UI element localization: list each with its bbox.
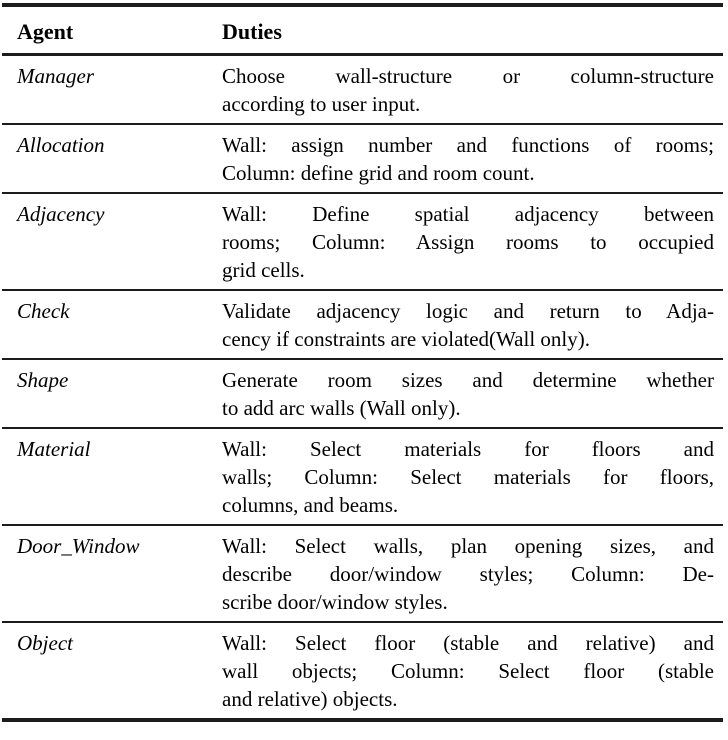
duty-line: Validate adjacency logic and return to Adja- — [222, 299, 714, 323]
agent-name: Material — [2, 428, 222, 525]
agent-name: Shape — [2, 359, 222, 428]
duty-description — [222, 525, 723, 622]
duty-line: Generate room sizes and determine whether — [222, 368, 714, 392]
table-row — [2, 55, 723, 125]
duty-line: Wall: assign number and functions of rooms; — [222, 133, 714, 157]
duty-description — [222, 193, 723, 290]
agent-name: Allocation — [2, 124, 222, 193]
duty-line: Wall: Select floor (stable and relative) and — [222, 631, 714, 655]
duty-description — [222, 290, 723, 359]
duty-line: walls; Column: Select materials for floors, — [222, 465, 714, 489]
table-row — [2, 525, 723, 622]
agent-name: Door_Window — [2, 525, 222, 622]
duty-line: scribe door/window styles. — [222, 590, 448, 614]
table-row — [2, 622, 723, 720]
table-row — [2, 193, 723, 290]
duty-line: rooms; Column: Assign rooms to occupied — [222, 230, 714, 254]
agent-name: Object — [2, 622, 222, 720]
table-row — [2, 290, 723, 359]
duty-description — [222, 359, 723, 428]
duty-description — [222, 55, 723, 125]
duty-line: cency if constraints are violated(Wall only). — [222, 327, 591, 351]
duty-line: describe door/window styles; Column: De- — [222, 562, 714, 586]
table-row — [2, 428, 723, 525]
duty-line: Column: define grid and room count. — [222, 161, 535, 185]
duty-line: Wall: Define spatial adjacency between — [222, 202, 714, 226]
duty-description — [222, 622, 723, 720]
agent-name: Manager — [2, 55, 222, 125]
duty-line: wall objects; Column: Select floor (stable — [222, 659, 714, 683]
duty-line: Choose wall-structure or column-structure — [222, 64, 714, 88]
duty-line: to add arc walls (Wall only). — [222, 396, 461, 420]
duty-line: grid cells. — [222, 258, 305, 282]
column-header-agent: Agent — [2, 5, 222, 55]
agent-duties-table — [2, 3, 723, 722]
duty-line: according to user input. — [222, 92, 421, 116]
duty-line: Wall: Select walls, plan opening sizes, and — [222, 534, 714, 558]
column-header-duties: Duties — [222, 5, 723, 55]
duty-line: Wall: Select materials for floors and — [222, 437, 714, 461]
table-row — [2, 359, 723, 428]
header-row — [2, 5, 723, 55]
agent-name: Adjacency — [2, 193, 222, 290]
duty-description — [222, 428, 723, 525]
duty-line: columns, and beams. — [222, 493, 399, 517]
duty-description — [222, 124, 723, 193]
table-body — [2, 55, 723, 721]
table-row — [2, 124, 723, 193]
agent-name: Check — [2, 290, 222, 359]
duty-line: and relative) objects. — [222, 687, 398, 711]
